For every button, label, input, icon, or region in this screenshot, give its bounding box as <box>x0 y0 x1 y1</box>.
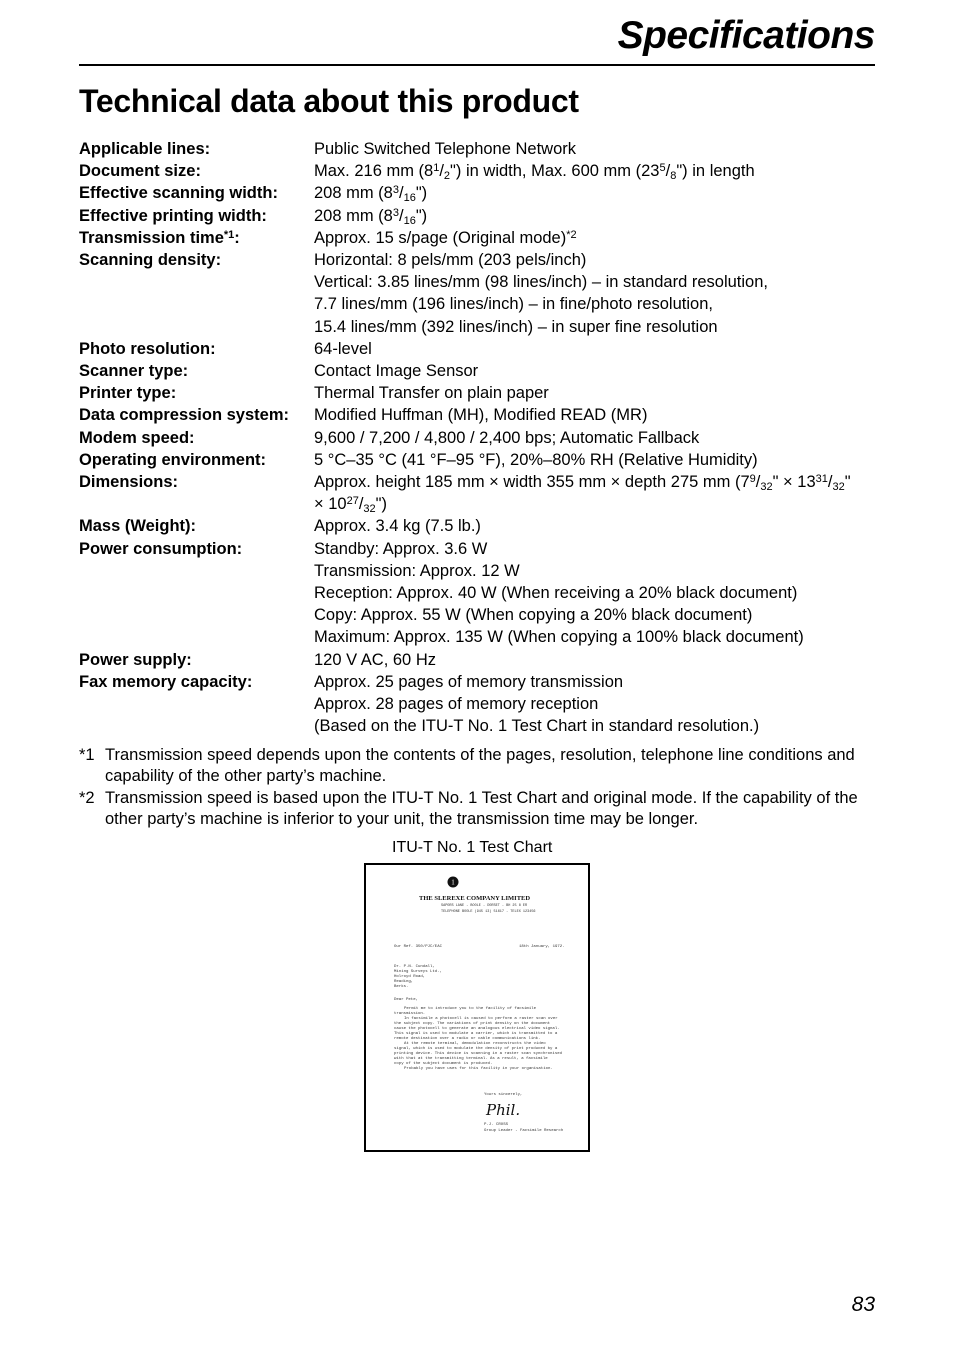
footnote-mark: *2 <box>79 789 95 807</box>
spec-row-scanning-density <box>79 249 879 338</box>
spec-row-data-compression <box>79 404 879 426</box>
spec-value: 5 °C–35 °C (41 °F–95 °F), 20%–80% RH (Relative Humidity) <box>314 450 758 469</box>
spec-value: Horizontal: 8 pels/mm (203 pels/inch) <box>314 251 587 270</box>
spec-row-applicable-lines <box>79 138 879 160</box>
spec-value: (Based on the ITU-T No. 1 Test Chart in standard resolution.) <box>314 717 760 736</box>
letter-recipient: Dr. P.N. Cundall, Mining Surveys Ltd., Holroyd Road, Reading, Berks. <box>394 965 443 989</box>
test-chart-caption: ITU-T No. 1 Test Chart <box>392 839 553 856</box>
spec-row-photo-resolution <box>79 338 879 360</box>
spec-label: Mass (Weight): <box>79 517 197 536</box>
spec-value: Maximum: Approx. 135 W (When copying a 100% black document) <box>314 628 804 647</box>
spec-row-printing-width <box>79 205 879 227</box>
page-header-title: Specifications <box>617 14 875 57</box>
spec-value: 120 V AC, 60 Hz <box>314 650 436 669</box>
spec-label: Effective printing width: <box>79 206 267 225</box>
spec-label: Scanning density: <box>79 251 222 270</box>
footnote-text: Transmission speed depends upon the contents of the pages, resolution, telephone line conditions and capability of the other party’s machine. <box>105 746 855 785</box>
spec-value: Approx. 3.4 kg (7.5 lb.) <box>314 517 481 536</box>
spec-row-document-size <box>79 160 879 182</box>
spec-row-scanner-type <box>79 360 879 382</box>
page-number: 83 <box>851 1293 875 1316</box>
letter-date: 18th January, 1972. <box>519 945 565 949</box>
spec-label: Fax memory capacity: <box>79 672 253 691</box>
spec-value: Contact Image Sensor <box>314 362 479 381</box>
letter-company: THE SLEREXE COMPANY LIMITED <box>419 895 531 902</box>
section-title: Technical data about this product <box>79 83 579 119</box>
spec-value: Approx. 28 pages of memory reception <box>314 695 599 714</box>
spec-value: Modified Huffman (MH), Modified READ (MR) <box>314 406 648 425</box>
spec-row-transmission-time <box>79 227 879 249</box>
spec-value: Thermal Transfer on plain paper <box>314 384 549 403</box>
test-chart-image <box>364 863 590 1152</box>
spec-value: Transmission: Approx. 12 W <box>314 561 520 580</box>
spec-label: Printer type: <box>79 384 177 403</box>
footnote <box>79 788 879 830</box>
specs-table <box>79 138 879 737</box>
spec-label: Transmission time$^{*1}$: <box>79 228 240 247</box>
letter-telephone: TELEPHONE BOOLE (945 13) 51617 - TELEX 123456 <box>441 910 536 914</box>
spec-value: 15.4 lines/mm (392 lines/inch) – in super fine resolution <box>314 317 718 336</box>
spec-value: Public Switched Telephone Network <box>314 140 577 158</box>
spec-row-fax-memory <box>79 671 879 738</box>
spec-value: 208 mm $(8^3/_{16}")$ <box>314 184 428 205</box>
letter-address: SAPORS LANE - BOOLE - DORSET - BH 25 8 ER <box>441 904 528 908</box>
footnote-mark: *1 <box>79 746 95 764</box>
spec-value: 7.7 lines/mm (196 lines/inch) – in fine/photo resolution, <box>314 295 713 314</box>
spec-value: Approx. height 185 mm × width 355 mm × depth 275 mm ($7^9/_{32}$" × $13^{31}/_{32}$" <box>314 473 851 494</box>
spec-row-dimensions <box>79 471 879 515</box>
spec-value: × $10^{27}/_{32}$") <box>314 495 388 516</box>
spec-label: Dimensions: <box>79 473 179 492</box>
spec-row-power-supply <box>79 649 879 671</box>
footnote <box>79 745 879 787</box>
spec-value: Approx. 15 s/page (Original mode)$^{*2}$ <box>314 228 577 247</box>
spec-label: Data compression system: <box>79 406 289 425</box>
spec-value: Standby: Approx. 3.6 W <box>314 539 488 558</box>
spec-row-operating-environment <box>79 449 879 471</box>
spec-value: Approx. 25 pages of memory transmission <box>314 672 624 691</box>
letter-body: Permit me to introduce you to the facility of facsimile transmission. In facsimile a photocell is caused to perform a raster scan over the subject copy. The variations of print density on the document cause the photocell to generate an analogous electrical video signal. This signal is used to modulate a carrier, which is transmitted to a remote destination over a radio or cable communications link. At the remote terminal, demodulation reconstructs the video signal, which is used to modulate the density of print produced by a printing device. This device is scanning in a raster scan synchronised with that at the transmitting terminal. As a result, a facsimile copy of the subject document is produced. Probably you have uses for this facility in your organisation. <box>394 1007 563 1071</box>
spec-value: Max. 216 mm $(8^1/_2")$ in width, Max. 600 mm $(23^5/_8")$ in length <box>314 162 755 183</box>
spec-row-mass <box>79 515 879 537</box>
spec-row-power-consumption <box>79 538 879 649</box>
spec-label: Scanner type: <box>79 362 189 381</box>
spec-row-printer-type <box>79 382 879 404</box>
spec-label: Document size: <box>79 162 201 181</box>
footnotes <box>79 745 879 831</box>
spec-value: Vertical: 3.85 lines/mm (98 lines/inch) – in standard resolution, <box>314 273 768 292</box>
spec-label: Modem speed: <box>79 428 195 447</box>
spec-row-modem-speed <box>79 427 879 449</box>
company-logo-icon <box>447 876 459 888</box>
spec-value: 64-level <box>314 339 372 358</box>
spec-label: Effective scanning width: <box>79 184 278 203</box>
spec-label: Power consumption: <box>79 539 243 558</box>
spec-label: Applicable lines: <box>79 140 211 158</box>
spec-row-scanning-width <box>79 182 879 204</box>
header-rule <box>79 64 875 66</box>
spec-value: 9,600 / 7,200 / 4,800 / 2,400 bps; Automatic Fallback <box>314 428 700 447</box>
spec-value: 208 mm $(8^3/_{16}")$ <box>314 206 428 227</box>
spec-value: Reception: Approx. 40 W (When receiving a 20% black document) <box>314 584 798 603</box>
signature-image: Phil. <box>486 1101 521 1119</box>
letter-closing: Yours sincerely, <box>484 1093 523 1097</box>
letter-ref: Our Ref. 350/PJC/EAC <box>394 945 443 949</box>
svg-text:1: 1 <box>451 878 455 887</box>
spec-label: Photo resolution: <box>79 339 216 358</box>
spec-label: Operating environment: <box>79 450 267 469</box>
footnote-text: Transmission speed is based upon the ITU-T No. 1 Test Chart and original mode. If the capability of the other party’s machine is inferior to your unit, the transmission time may be longer. <box>105 789 858 828</box>
letter-salutation: Dear Pete, <box>394 998 419 1002</box>
letter-signer: P.J. CROSS <box>484 1123 509 1127</box>
letter-signer-title: Group Leader - Facsimile Research <box>484 1129 564 1133</box>
spec-label: Power supply: <box>79 650 192 669</box>
spec-value: Copy: Approx. 55 W (When copying a 20% black document) <box>314 606 753 625</box>
